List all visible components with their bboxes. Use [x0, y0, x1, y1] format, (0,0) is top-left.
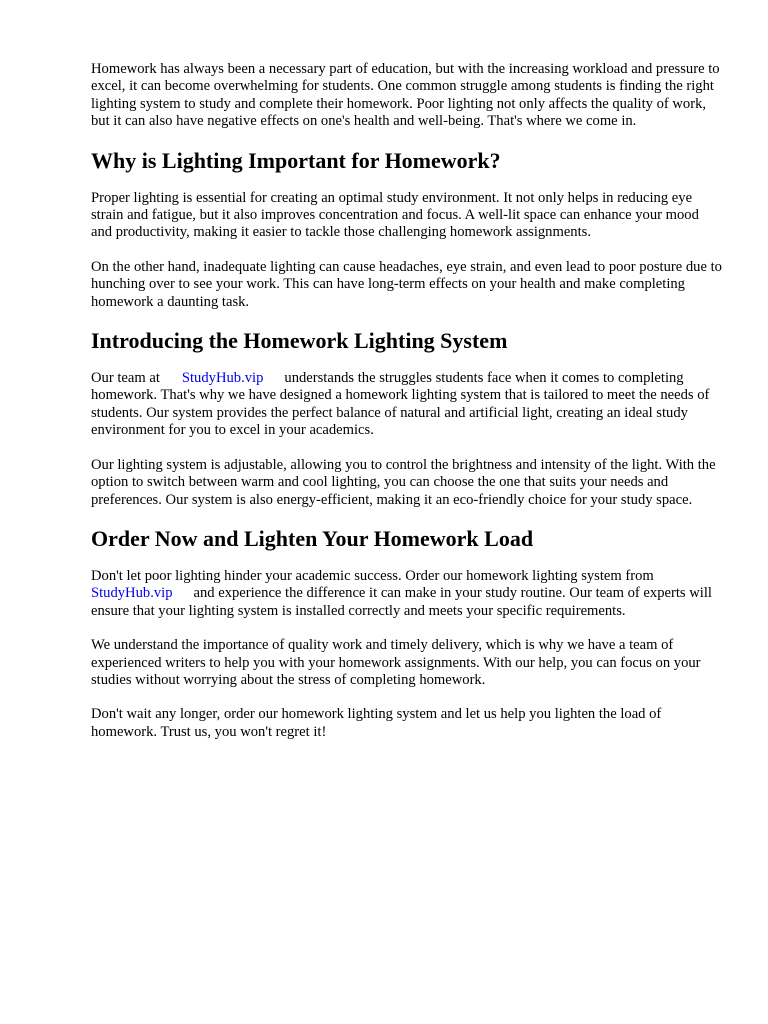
order-text-before-link: Don't let poor lighting hinder your academic success. Order our homework lighting system from	[91, 567, 654, 584]
heading-why-lighting: Why is Lighting Important for Homework?	[91, 147, 501, 173]
document-page	[91, 61, 723, 741]
studyhub-link-order[interactable]: StudyHub.vip	[91, 585, 173, 602]
introducing-paragraph-2: Our lighting system is adjustable, allowing you to control the brightness and intensity of the light. With the option to switch between warm and cool lighting, you can choose the one that suits your needs and preferences. Our system is also energy-efficient, making it an eco-friendly choice for your study space.	[91, 456, 716, 508]
order-paragraph-2: We understand the importance of quality work and timely delivery, which is why we have a team of experienced writers to help you with your homework assignments. With our help, you can focus on your studies without worrying about the stress of completing homework.	[91, 637, 701, 688]
order-paragraph-1	[91, 568, 723, 620]
why-lighting-paragraph-2: On the other hand, inadequate lighting can cause headaches, eye strain, and even lead to poor posture due to hunching over to see your work. This can have long-term effects on your health and make completing homework a daunting task.	[91, 258, 722, 310]
heading-order-now: Order Now and Lighten Your Homework Load	[91, 525, 534, 551]
heading-introducing-system: Introducing the Homework Lighting System	[91, 328, 508, 354]
order-paragraph-3: Don't wait any longer, order our homework lighting system and let us help you lighten the load of homework. Trust us, you won't regret it!	[91, 706, 662, 740]
introducing-text-before-link: Our team at	[91, 370, 160, 387]
why-lighting-paragraph-1: Proper lighting is essential for creating an optimal study environment. It not only helps in reducing eye strain and fatigue, but it also improves concentration and focus. A well-lit space can enhance your mood and productivity, making it easier to tackle those challenging homework assignments.	[91, 189, 699, 241]
studyhub-link[interactable]: StudyHub.vip	[181, 370, 264, 387]
introducing-text-after-link: understands the struggles students face when it comes to completing homework. That's why we have designed a homework lighting system that is tailored to meet the needs of students. Our system provides the perfect balance of natural and artificial light, creating an ideal study environment for you to excel in your academics.	[91, 370, 710, 439]
order-text-after-link: and experience the difference it can make in your study routine. Our team of experts will ensure that your lighting system is installed correctly and meets your specific requirements.	[91, 585, 712, 619]
intro-paragraph: Homework has always been a necessary part of education, but with the increasing workload and pressure to excel, it can become overwhelming for students. One common struggle among students is finding the right lighting system to study and complete their homework. Poor lighting not only affects the quality of work, but it can also have negative effects on one's health and well-being. That's where we come in.	[91, 61, 720, 130]
introducing-paragraph-1	[91, 370, 723, 440]
